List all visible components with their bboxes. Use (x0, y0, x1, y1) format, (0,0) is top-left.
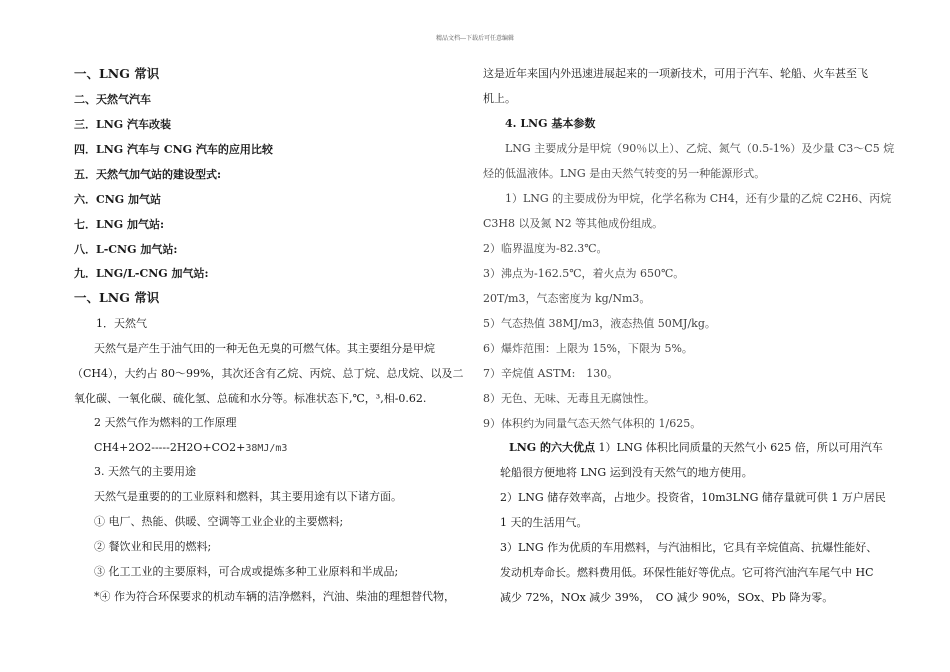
list-item: 8）无色、无味、无毒且无腐蚀性。 (483, 392, 655, 405)
subsection-title-1: 1．天然气 (96, 317, 147, 330)
advantage-1 (509, 441, 883, 455)
list-item: ② 餐饮业和民用的燃料; (94, 540, 212, 553)
advantages-title: LNG 的六大优点 (509, 441, 596, 454)
paragraph-line: 减少 72%，NOx 减少 39%， CO 减少 90%，SOx、Pb 降为零。 (500, 591, 834, 604)
toc-item-4: 四．LNG 汽车与 CNG 汽车的应用比较 (74, 143, 273, 156)
paragraph-line: 烃的低温液体。LNG 是由天然气转变的另一种能源形式。 (483, 167, 766, 180)
toc-item-2: 二、天然气汽车 (74, 93, 151, 106)
toc-item-3: 三．LNG 汽车改装 (74, 118, 172, 131)
paragraph-line: LNG 主要成分是甲烷（90％以上）、乙烷、氮气（0.5-1%）及少量 C3～C5 烷 (505, 142, 895, 155)
section-title: 一、LNG 常识 (74, 290, 160, 305)
list-item: 3）沸点为-162.5℃，着火点为 650℃。 (483, 267, 685, 280)
list-item: ③ 化工工业的主要原料，可合成或提炼多种工业原料和半成品; (94, 565, 399, 578)
advantage-2: 2）LNG 储存效率高，占地少。投资省，10m3LNG 储存量就可供 1 万户居民 (500, 491, 886, 504)
formula-equation: CH4+2O2-----2H2O+CO2+ (94, 441, 246, 454)
paragraph-line: 氧化碳、一氧化碳、硫化氢、总硫和水分等。标准状态下,℃，³,相-0.62. (74, 392, 427, 405)
list-item: *④ 作为符合环保要求的机动车辆的洁净燃料，汽油、柴油的理想替代物， (94, 590, 455, 603)
paragraph-line: 1 天的生活用气。 (500, 516, 588, 529)
list-item: 2）临界温度为-82.3℃。 (483, 242, 608, 255)
toc-item-1: 一、LNG 常识 (74, 66, 160, 81)
paragraph-line: 机上。 (483, 92, 516, 105)
list-item: C3H8 以及氮 N2 等其他成份组成。 (483, 217, 664, 230)
subsection-title-2: 2 天然气作为燃料的工作原理 (94, 416, 237, 429)
toc-item-7: 七．LNG 加气站: (74, 218, 165, 231)
list-item: 7）辛烷值 ASTM: 130。 (483, 367, 619, 380)
paragraph-line: 天然气是产生于油气田的一种无色无臭的可燃气体。其主要组分是甲烷 (94, 342, 435, 355)
subsection-title-4: 4. LNG 基本参数 (505, 117, 596, 130)
list-item: 6）爆炸范围：上限为 15%，下限为 5%。 (483, 342, 693, 355)
toc-item-5: 五．天然气加气站的建设型式: (74, 168, 222, 181)
formula (94, 441, 287, 456)
list-item: 20T/m3，气态密度为 kg/Nm3。 (483, 292, 651, 305)
paragraph-line: 轮船很方便地将 LNG 运到没有天然气的地方使用。 (500, 466, 753, 479)
toc-item-8: 八．L-CNG 加气站: (74, 243, 178, 256)
toc-item-6: 六．CNG 加气站 (74, 193, 162, 206)
list-item: ① 电厂、热能、供暖、空调等工业企业的主要燃料; (94, 515, 344, 528)
page-header: 精品文档---下载后可任意编辑 (435, 35, 515, 42)
formula-energy: 38MJ/m3 (245, 443, 288, 454)
paragraph-line: 这是近年来国内外迅速进展起来的一项新技术，可用于汽车、轮船、火车甚至飞 (483, 67, 868, 80)
list-item: 1）LNG 的主要成份为甲烷，化学名称为 CH4，还有少量的乙烷 C2H6、丙烷 (505, 192, 892, 205)
paragraph-line: 天然气是重要的的工业原料和燃料，其主要用途有以下诸方面。 (94, 490, 402, 503)
list-item: 9）体积约为同量气态天然气体积的 1/625。 (483, 417, 702, 430)
toc-item-9: 九．LNG/L-CNG 加气站: (74, 267, 209, 280)
advantage-3: 3）LNG 作为优质的车用燃料，与汽油相比，它具有辛烷值高、抗爆性能好、 (500, 541, 878, 554)
list-item: 5）气态热值 38MJ/m3，液态热值 50MJ/kg。 (483, 317, 716, 330)
paragraph-line: 发动机寿命长。燃料费用低。环保性能好等优点。它可将汽油汽车尾气中 HC (500, 566, 874, 579)
advantage-text: 1）LNG 体积比同质量的天然气小 625 倍，所以可用汽车 (598, 441, 883, 454)
paragraph-line: （CH4），大约占 80～99%，其次还含有乙烷、丙烷、总丁烷、总戊烷、以及二 (72, 367, 464, 380)
subsection-title-3: 3. 天然气的主要用途 (94, 465, 196, 478)
